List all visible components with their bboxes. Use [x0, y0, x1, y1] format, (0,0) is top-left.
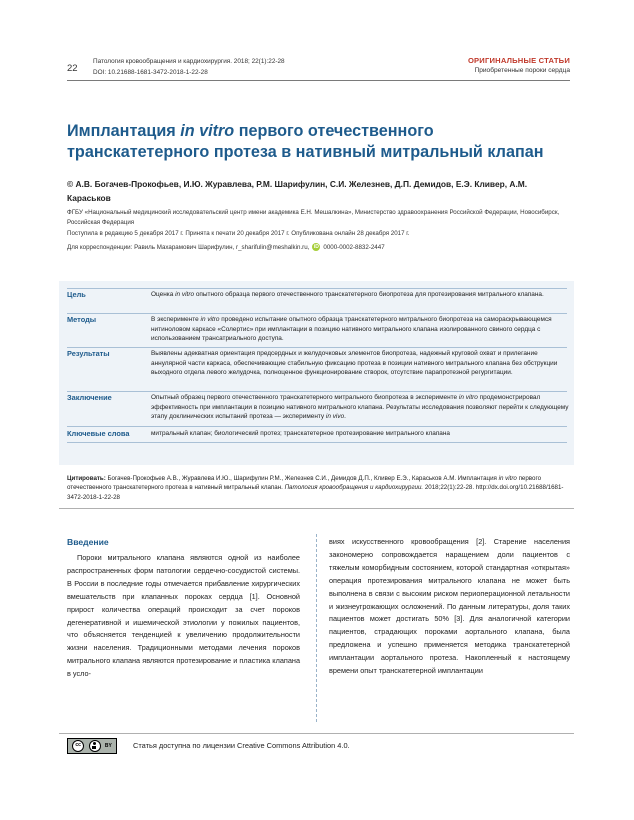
aim-text: Оценка in vitro опытного образца первого отечественного транскатетерного биопротеза для протезирования митрального клапана. [151, 291, 544, 298]
author-list: © А.В. Богачев-Прокофьев, И.Ю. Журавлева, Р.М. Шарифулин, С.И. Железнев, Д.П. Демидов, Е.Э. Кливер, А.М. Караськов [67, 179, 528, 203]
subsection-label: Приобретенные пороки сердца [474, 67, 570, 74]
abstract-divider [67, 391, 567, 392]
journal-doi[interactable]: DOI: 10.21688-1681-3472-2018-1-22-28 [93, 69, 208, 76]
correspondence [67, 243, 567, 251]
abstract-box [59, 281, 574, 465]
results-label: Результаты [67, 349, 110, 358]
page-number: 22 [67, 63, 78, 74]
abstract-divider [67, 288, 567, 289]
body-right-column: виях искусственного кровообращения [2]. Старение населения закономерно сопровождается наращением доли пациентов с тяжелым коморбидным состоянием, которой стандартная «открытая» операция протезирования митрального клапана не может быть выполнена в связи с высоким риском периоперационной летальности и жизнеугрожающих осложнений. По данным литературы, доля таких пациентов может достигать 50% [3]. Для аналогичной категории пациентов, страдающих пороками аортального клапана, была предложена и успешно применяется методика транскатетерной имплантации аортального протеза. Накопленный к настоящему времени опыт транскатетерной имплантации [329, 537, 570, 676]
by-attribution-icon [89, 740, 101, 752]
header-divider [67, 80, 570, 81]
results-text: Выявлены адекватная ориентация предсердных и желудочковых элементов биопротеза, надежный круговой охват и прилегание аннулярной части каркаса, обеспечивающие стабильную фиксацию протеза в позиции нативного митрального клапана без обструкции выходного отдела левого желудочка, полноценное функционирование створок, отсутствие парапротезной регургитации. [151, 350, 558, 377]
abstract-divider [67, 347, 567, 348]
keywords-label: Ключевые слова [67, 429, 130, 438]
conclusion-label: Заключение [67, 393, 112, 402]
citation-label: Цитировать: [67, 475, 106, 482]
abstract-divider [67, 313, 567, 314]
section-label: ОРИГИНАЛЬНЫЕ СТАТЬИ [467, 56, 570, 65]
conclusion-text: Опытный образец первого отечественного транскатетерного митрального биопротеза в эксперименте in vitro продемонстрировал эффективность при имплантации в позицию нативного митрального клапана. Результаты исследования позволяют перейти к следующему этапу доклинических испытаний протеза — эксперименту in vivo. [151, 394, 569, 421]
methods-label: Методы [67, 315, 97, 324]
body-left-column: Пороки митрального клапана являются одной из наиболее распространенных форм патологии сердечно-сосудистой системы. В России в последние годы отмечается прибавление хирургических вмешательств при клапанных пороках сердца [1]. Основной прирост количества операций происходит за счет пороков дегенеративной и ишемической этиологии у пожилых пациентов, что объясняется тенденцией к увеличению продолжительности жизни населения. Традиционными методами лечения пороков митрального клапана являются протезирование и пластика клапана в усло- [67, 553, 300, 679]
orcid-icon[interactable]: iD [313, 244, 319, 250]
column-divider [316, 534, 317, 722]
correspondence-text: Для корреспонденции: Равиль Махарамович Шарифулин, r_sharifulin@meshalkin.ru, [67, 243, 310, 251]
intro-heading: Введение [67, 537, 109, 547]
abstract-divider [67, 426, 567, 427]
license-text[interactable]: Статья доступна по лицензии Creative Commons Attribution 4.0. [133, 741, 350, 750]
by-label: BY [104, 743, 112, 749]
publication-dates: Поступила в редакцию 5 декабря 2017 г. Принята к печати 20 декабря 2017 г. Опубликована онлайн 28 декабря 2017 г. [67, 230, 410, 237]
keywords-text: митральный клапан; биологический протез; транскатетерное протезирование митрального клапана [151, 430, 451, 437]
cc-icon: cc [72, 740, 84, 752]
creative-commons-icon[interactable] [67, 738, 117, 754]
citation: Цитировать: Богачев-Прокофьев А.В., Журавлева И.Ю., Шарифулин Р.М., Железнев С.И., Демидов Д.П., Кливер Е.Э., Караськов А.М. Имплантация in vitro первого отечественного транскатетерного протеза в нативный митральный клапан. Патология кровообращения и кардиохирургии. 2018;22(1):22-28. http://dx.doi.org/10.21688/1681-3472-2018-1-22-28 [67, 475, 564, 501]
journal-citation: Патология кровообращения и кардиохирургия. 2018; 22(1):22-28 [93, 58, 285, 65]
aim-label: Цель [67, 290, 86, 299]
footer-divider [59, 733, 574, 734]
title-italic: in vitro [180, 122, 235, 140]
journal-info [93, 56, 285, 78]
citation-divider [59, 508, 574, 509]
abstract-divider [67, 442, 567, 443]
article-title: Имплантация in vitro первого отечественного транскатетерного протеза в нативный митральный клапан [67, 122, 544, 161]
methods-text: В эксперименте in vitro проведено испытание опытного образца транскатетерного митрального биопротеза на самораскрывающемся нитиноловом каркасе «Солертис» при имплантации в позицию нативного митрального клапана изолированного свиного сердца с использованием трансатриального доступа. [151, 316, 552, 343]
orcid-id[interactable]: 0000-0002-8832-2447 [323, 243, 385, 251]
affiliation: ФГБУ «Национальный медицинский исследовательский центр имени академика Е.Н. Мешалкина», Министерство здравоохранения Российской Федерации, Новосибирск, Российская Федерация [67, 209, 560, 226]
